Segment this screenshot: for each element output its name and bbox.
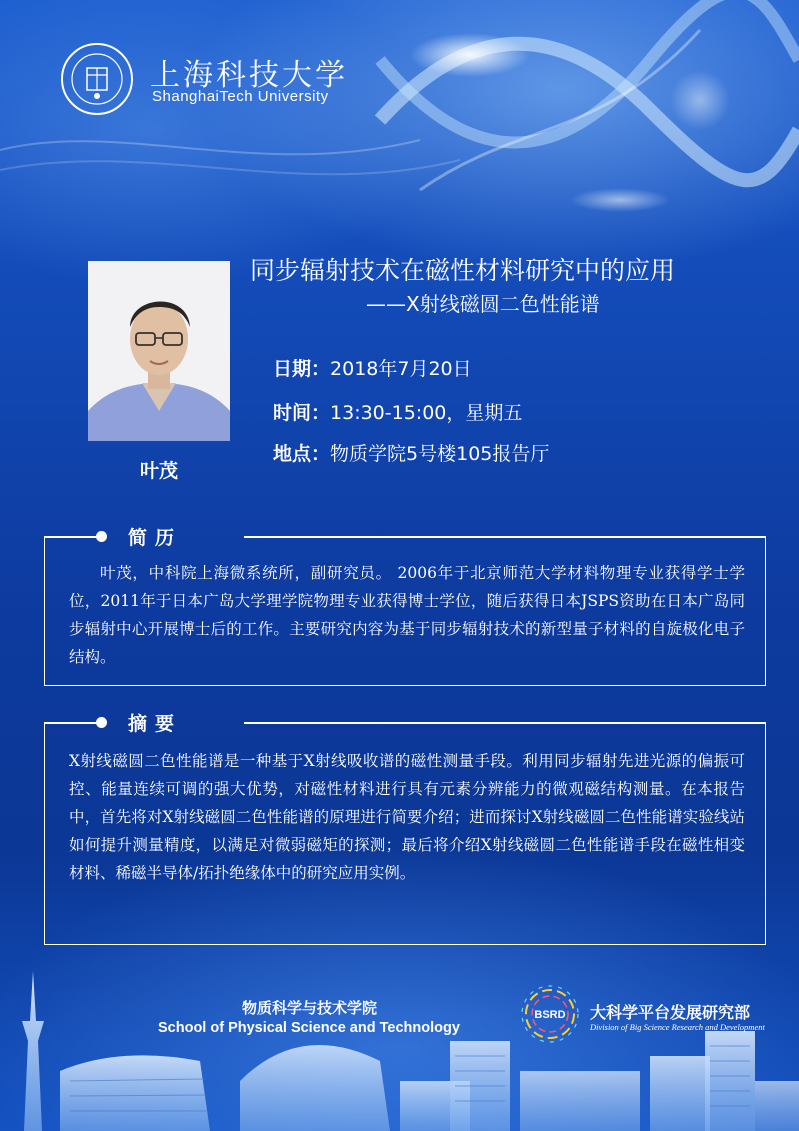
date-value: 2018年7月20日 (330, 358, 472, 380)
school-name-cn: 物质科学与技术学院 (242, 999, 378, 1017)
speaker-photo (88, 261, 230, 441)
bio-text: 叶茂，中科院上海微系统所，副研究员。 2006年于北京师范大学材料物理专业获得学士学位，2011年于日本广岛大学理学院物理专业获得博士学位，随后获得日本JSPS资助在日本广岛同步辐射中心开展博士后的工作。主要研究内容为基于同步辐射技术的新型量子材料的自旋极化电子结构。 (69, 564, 745, 666)
bsrd-abbr: BSRD (534, 1009, 566, 1021)
date-row (273, 354, 472, 381)
bio-box (44, 537, 766, 686)
place-row (273, 439, 549, 466)
school-name-en: School of Physical Science and Technology (158, 1020, 460, 1036)
time-row (273, 398, 522, 425)
bio-heading: 简历 (128, 527, 183, 549)
abstract-box (44, 723, 766, 945)
talk-title: 同步辐射技术在磁性材料研究中的应用 (250, 256, 676, 285)
shanghaitech-seal-icon (60, 42, 134, 116)
abstract-text: X射线磁圆二色性能谱是一种基于X射线吸收谱的磁性测量手段。利用同步辐射先进光源的偏振可控、能量连续可调的强大优势，对磁性材料进行具有元素分辨能力的微观磁结构测量。在本报告中，首先将对X射线磁圆二色性能谱的原理进行简要介绍；进而探讨X射线磁圆二色性能谱实验线站如何提升测量精度，以满足对微弱磁矩的探测；最后将介绍X射线磁圆二色性能谱手段在磁性相变材料、稀磁半导体/拓扑绝缘体中的研究应用实例。 (69, 752, 745, 882)
place-value: 物质学院5号楼105报告厅 (330, 443, 550, 465)
time-label: 时间： (273, 402, 331, 424)
university-name-cn: 上海科技大学 (150, 58, 348, 93)
dna-helix-icon (0, 0, 799, 240)
university-name-en: ShanghaiTech University (152, 88, 329, 105)
bsrd-name-en: Division of Big Science Research and Development (590, 1022, 765, 1032)
bsrd-name-cn: 大科学平台发展研究部 (590, 1003, 751, 1022)
campus-skyline-icon (0, 961, 799, 1131)
place-label: 地点： (273, 443, 331, 465)
talk-subtitle: ——X射线磁圆二色性能谱 (366, 292, 600, 316)
bsrd-logo-icon (508, 984, 588, 1044)
speaker-name: 叶茂 (139, 460, 178, 482)
abstract-heading: 摘要 (128, 713, 183, 735)
speaker-portrait-icon (88, 261, 230, 441)
time-value: 13:30-15:00，星期五 (330, 402, 523, 424)
date-label: 日期： (273, 358, 331, 380)
